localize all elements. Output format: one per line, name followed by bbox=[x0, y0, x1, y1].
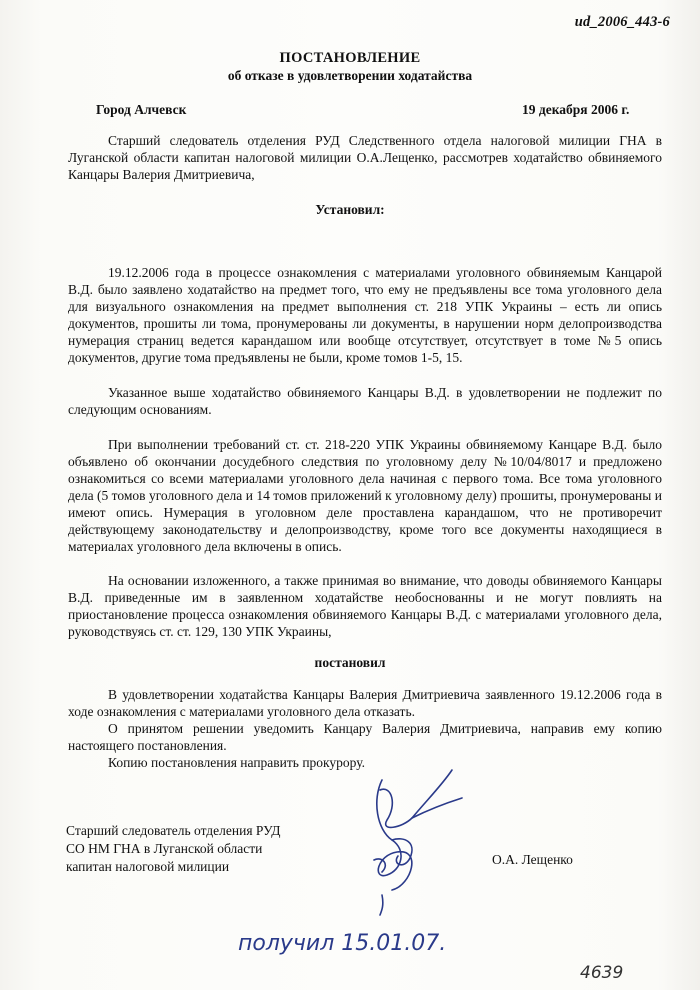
paragraph-2: Указанное выше ходатайство обвиняемого Канцары В.Д. в удовлетворении не подлежит по следующим основаниям. bbox=[68, 385, 662, 417]
document-subtitle: об отказе в удовлетворении ходатайства bbox=[227, 68, 473, 83]
handwritten-received-note bbox=[236, 924, 456, 960]
document-title: ПОСТАНОВЛЕНИЕ bbox=[279, 50, 421, 66]
resolution-3: Копию постановления направить прокурору. bbox=[108, 755, 366, 770]
heading-established: Установил: bbox=[315, 202, 385, 217]
handwritten-signature bbox=[352, 760, 472, 920]
signer-position-line: Старший следователь отделения РУД bbox=[66, 823, 281, 838]
handwritten-page-number bbox=[578, 958, 638, 986]
document-id: ud_2006_443-6 bbox=[574, 14, 670, 30]
signer-rank-line: капитан налоговой милиции bbox=[66, 859, 230, 874]
signer-name: О.А. Лещенко bbox=[492, 852, 573, 867]
signer-block bbox=[66, 822, 281, 876]
document-date: 19 декабря 2006 г. bbox=[522, 102, 630, 117]
intro-paragraph: Старший следователь отделения РУД Следственного отдела налоговой милиции ГНА в Луганской области капитан налоговой милиции О.А.Лещенко, рассмотрев ходатайство обвиняемого Канцары Валерия Дмитриевича, bbox=[68, 133, 662, 182]
document-city: Город Алчевск bbox=[96, 102, 187, 117]
heading-resolved: постановил bbox=[314, 655, 386, 670]
paragraph-3: При выполнении требований ст. ст. 218-220 УПК Украины обвиняемому Канцаре В.Д. было объявлено об окончании досудебного следствия по уголовному делу №10/04/8017 и предложено ознакомиться со всеми материалами уголовного дела начиная с первого тома. Все тома уголовного дела (5 томов уголовного дела и 14 томов приложений к уголовному делу) прошиты, пронумерованы и имеют опись. Нумерация в уголовном деле проставлена карандашом, что не противоречит действующему законодательству и делопроизводству, кроме того все документы находящиеся в материалах уголовного дела включены в опись. bbox=[68, 437, 662, 554]
paragraph-1: 19.12.2006 года в процессе ознакомления с материалами уголовного обвиняемым Канцарой В.Д. было заявлено ходатайство на предмет того, что ему не предъявлены все тома уголовного дела для визуального ознакомления на предмет выполнения ст. 218 УПК Украины – есть ли опись документов, прошиты ли тома, пронумерованы ли документы, в нарушении норм делопроизводства нумерация страниц ведется карандашом или вообще отсутствует, отсутствует в томе №5 опись документов, другие тома предъявлены не были, кроме томов 1-5, 15. bbox=[68, 265, 662, 365]
handwritten-page-number-text: 4639 bbox=[580, 963, 624, 983]
signer-department-line: СО НМ ГНА в Луганской области bbox=[66, 841, 263, 856]
resolution-2: О принятом решении уведомить Канцару Валерия Дмитриевича, направив ему копию настоящего постановления. bbox=[68, 721, 662, 753]
paragraph-4: На основании изложенного, а также принимая во внимание, что доводы обвиняемого Канцары В.Д. приведенные им в заявленном ходатайстве необоснованны и не могут повлиять на приостановление процесса ознакомления обвиняемого Канцары В.Д. с материалами уголовного дела, руководствуясь ст. ст. 129, 130 УПК Украины, bbox=[68, 573, 662, 639]
handwritten-note-text: получил 15.01.07. bbox=[238, 931, 447, 956]
resolution-1: В удовлетворении ходатайства Канцары Валерия Дмитриевича заявленного 19.12.2006 года в ходе ознакомления с материалами уголовного дела отказать. bbox=[68, 687, 662, 719]
